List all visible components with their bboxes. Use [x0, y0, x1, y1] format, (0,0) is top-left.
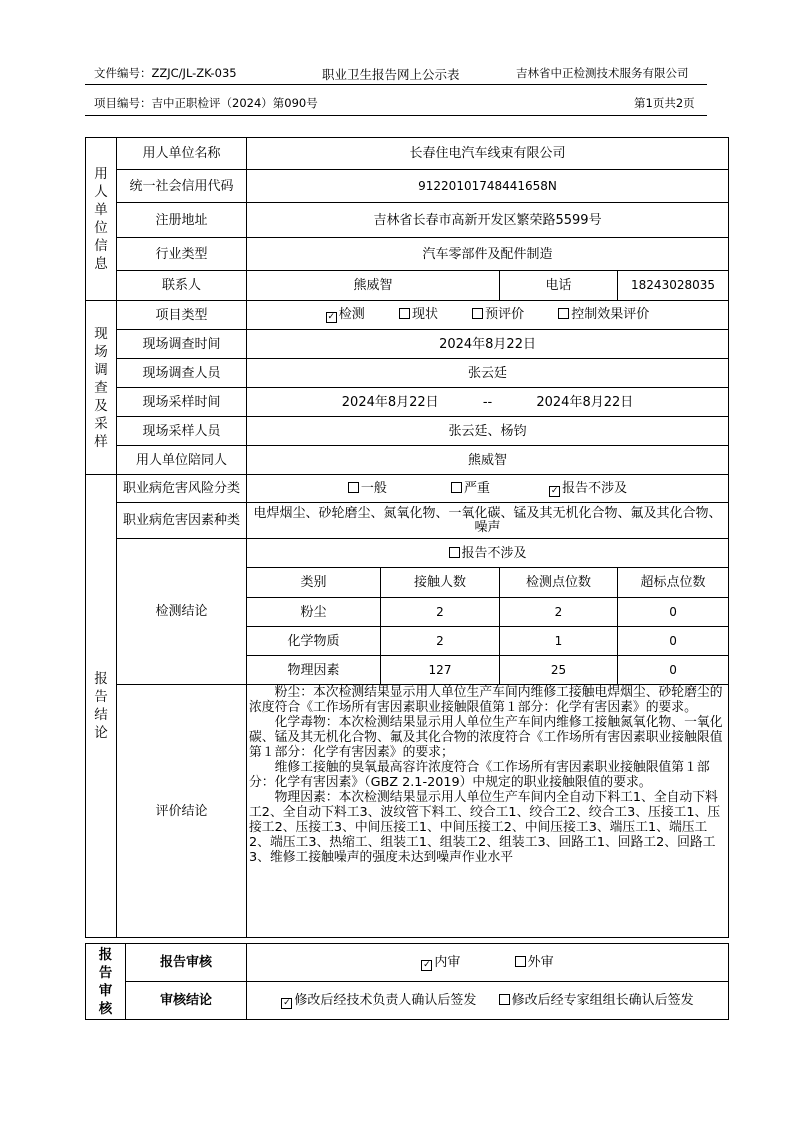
credit-code-label: 统一社会信用代码 — [117, 170, 247, 203]
project-type-options — [247, 301, 729, 330]
address-label: 注册地址 — [117, 203, 247, 238]
risk-option-not-involved[interactable]: ✓ 报告不涉及 — [550, 480, 628, 496]
detect-cell: 1 — [500, 627, 618, 656]
file-number: 文件编号：ZZJC/JL-ZK-035 — [94, 66, 237, 80]
result-option-expert-lead[interactable]: 修改后经专家组组长确认后签发 — [499, 993, 694, 1008]
review-option-internal[interactable]: ✓ 内审 — [423, 954, 461, 970]
detect-col-exceed: 超标点位数 — [618, 568, 729, 598]
checkbox-icon — [558, 308, 569, 319]
survey-time-value: 2024年8月22日 — [247, 330, 729, 359]
hazard-value: 电焊烟尘、砂轮磨尘、氮氧化物、一氧化碳、锰及其无机化合物、氟及其化合物、噪声 — [247, 503, 729, 539]
escort-label: 用人单位陪同人 — [117, 446, 247, 475]
evaluation-paragraph: 粉尘：本次检测结果显示用人单位生产车间内维修工接触电焊烟尘、砂轮磨尘的浓度符合《工作场所有害因素职业接触限值第１部分：化学有害因素》的要求。 — [249, 685, 723, 715]
checkbox-icon — [451, 482, 462, 493]
credit-code-value: 91220101748441658N — [247, 170, 729, 203]
detect-col-category: 类别 — [247, 568, 381, 598]
detect-cell: 物理因素 — [247, 656, 381, 685]
detect-cell: 2 — [381, 598, 500, 627]
sampling-staff-value: 张云廷、杨钧 — [247, 417, 729, 446]
sampling-time-label: 现场采样时间 — [117, 388, 247, 417]
detect-cell: 25 — [500, 656, 618, 685]
detect-cell: 化学物质 — [247, 627, 381, 656]
document-title: 职业卫生报告网上公示表 — [322, 67, 460, 82]
checkbox-icon — [499, 994, 510, 1005]
conclusion-section-label: 报 告 结 论 — [86, 475, 117, 938]
sampling-staff-label: 现场采样人员 — [117, 417, 247, 446]
review-label: 报告审核 — [126, 944, 247, 982]
detect-cell: 粉尘 — [247, 598, 381, 627]
project-type-option-status[interactable]: 现状 — [399, 307, 438, 322]
checkbox-icon — [348, 482, 359, 493]
unit-name-label: 用人单位名称 — [117, 138, 247, 170]
header-rule-top — [85, 84, 707, 85]
detect-col-points: 检测点位数 — [500, 568, 618, 598]
checkbox-icon — [449, 547, 460, 558]
project-type-label: 项目类型 — [117, 301, 247, 330]
risk-label: 职业病危害风险分类 — [117, 475, 247, 503]
escort-value: 熊威智 — [247, 446, 729, 475]
detect-cell: 0 — [618, 598, 729, 627]
survey-staff-value: 张云廷 — [247, 359, 729, 388]
address-value: 吉林省长春市高新开发区繁荣路5599号 — [247, 203, 729, 238]
checkbox-checked-icon: ✓ — [423, 959, 431, 970]
review-section-label: 报 告 审 核 — [86, 944, 126, 1020]
sampling-time-value — [247, 388, 729, 417]
checkbox-icon — [515, 956, 526, 967]
project-type-option-control-eval[interactable]: 控制效果评价 — [558, 307, 649, 322]
page-number: 第1页共2页 — [634, 96, 695, 110]
industry-value: 汽车零部件及配件制造 — [247, 238, 729, 271]
contact-label: 联系人 — [117, 271, 247, 301]
review-table — [85, 943, 729, 1020]
detect-not-involved-option[interactable]: 报告不涉及 — [449, 546, 527, 561]
company-name: 吉林省中正检测技术服务有限公司 — [516, 66, 689, 80]
risk-option-general[interactable]: 一般 — [348, 481, 387, 496]
risk-options — [247, 475, 729, 503]
sampling-end-date: 2024年8月22日 — [536, 394, 634, 410]
evaluation-paragraph: 物理因素：本次检测结果显示用人单位生产车间内全自动下料工1、全自动下料工2、全自动下料工3、波纹管下料工、绞合工1、绞合工2、绞合工3、压接工1、压接工2、压接工3、中间压接工1、中间压接工2、中间压接工3、端压工1、端压工2、端压工3、热缩工、组装工1、组装工2、组装工3、回路工1、回路工2、回路工3、维修工接触噪声的强度未达到噪声作业水平 — [249, 790, 721, 865]
project-type-option-detect[interactable]: ✓ 检测 — [327, 307, 365, 322]
survey-staff-label: 现场调查人员 — [117, 359, 247, 388]
checkbox-checked-icon: ✓ — [283, 997, 291, 1008]
sampling-start-date: 2024年8月22日 — [341, 394, 439, 410]
contact-value: 熊威智 — [247, 271, 500, 301]
checkbox-checked-icon: ✓ — [550, 485, 559, 496]
header-rule-bottom — [85, 115, 707, 116]
detect-cell: 2 — [381, 627, 500, 656]
unit-name-value: 长春住电汽车线束有限公司 — [247, 138, 729, 170]
detect-cell: 2 — [500, 598, 618, 627]
survey-time-label: 现场调查时间 — [117, 330, 247, 359]
review-result-label: 审核结论 — [126, 982, 247, 1020]
detect-cell: 127 — [381, 656, 500, 685]
unit-info-section-label: 用 人 单 位 信 息 — [86, 138, 117, 301]
detect-conclusion-label: 检测结论 — [117, 539, 247, 685]
detect-cell: 0 — [618, 627, 729, 656]
site-section-label: 现 场 调 查 及 采 样 — [86, 301, 117, 475]
risk-option-severe[interactable]: 严重 — [451, 481, 490, 496]
review-options — [247, 944, 729, 982]
detect-cell: 0 — [618, 656, 729, 685]
review-option-external[interactable]: 外审 — [515, 955, 554, 970]
project-type-option-pre-eval[interactable]: 预评价 — [472, 307, 524, 322]
detect-col-exposed: 接触人数 — [381, 568, 500, 598]
result-option-tech-lead[interactable]: ✓ 修改后经技术负责人确认后签发 — [283, 992, 477, 1008]
project-number: 项目编号：吉中正职检评（2024）第090号 — [94, 96, 318, 110]
evaluation-paragraph: 维修工接触的臭氧最高容许浓度符合《工作场所有害因素职业接触限值第１部分：化学有害因素》（GBZ 2.1-2019）中规定的职业接触限值的要求。 — [249, 760, 710, 790]
evaluation-text — [247, 685, 729, 938]
sampling-date-separator: -- — [482, 394, 493, 410]
review-result-options — [247, 982, 729, 1020]
industry-label: 行业类型 — [117, 238, 247, 271]
phone-label: 电话 — [500, 271, 618, 301]
checkbox-icon — [472, 308, 483, 319]
checkbox-icon — [399, 308, 410, 319]
detect-not-involved — [247, 539, 729, 568]
disclosure-table — [85, 137, 729, 938]
phone-value: 18243028035 — [618, 271, 729, 301]
evaluation-paragraph: 化学毒物：本次检测结果显示用人单位生产车间内维修工接触氮氧化物、一氧化碳、锰及其无机化合物、氟及其化合物的浓度符合《工作场所有害因素职业接触限值第１部分：化学有害因素》的要求； — [249, 715, 723, 760]
hazard-label: 职业病危害因素种类 — [117, 503, 247, 539]
evaluation-label: 评价结论 — [117, 685, 247, 938]
checkbox-checked-icon: ✓ — [327, 312, 336, 322]
